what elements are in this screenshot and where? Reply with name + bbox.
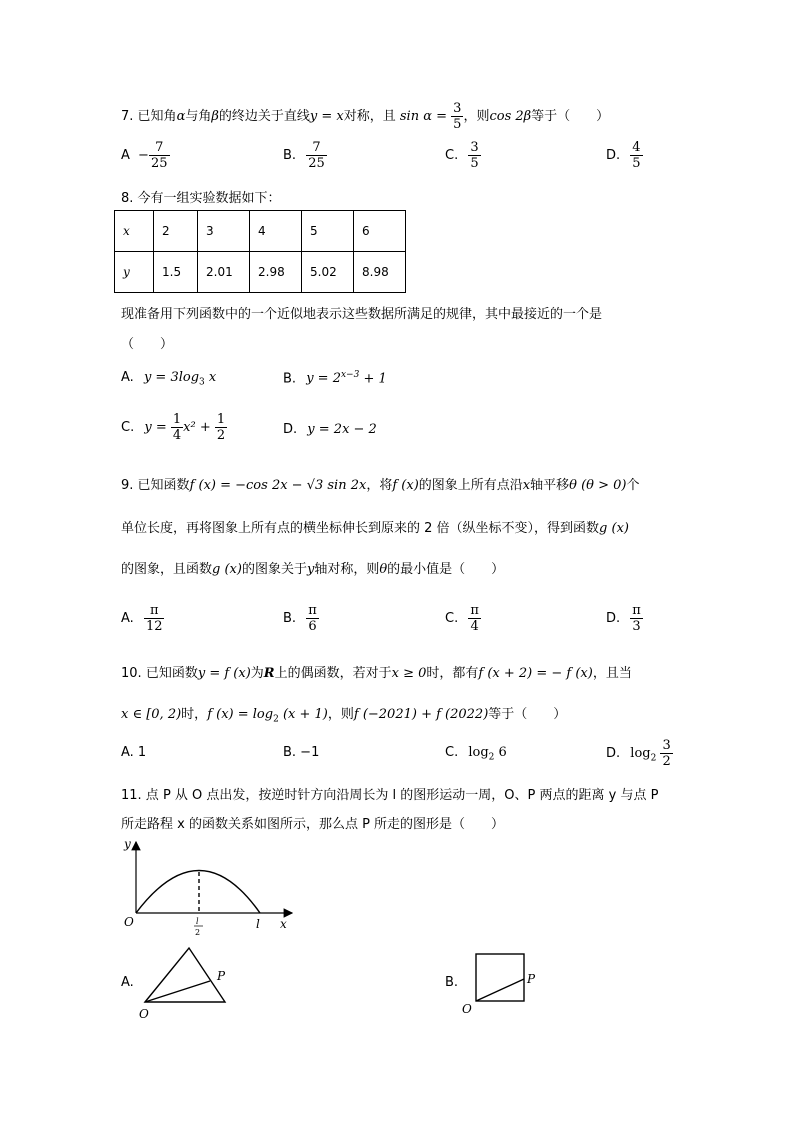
triangle-shape [145,948,225,1002]
q7-option-a[interactable]: A − $\frac{7}{25}$ [121,140,168,171]
q8-text: 现准备用下列函数中的一个近似地表示这些数据所满足的规律，其中最接近的一个是 [121,307,603,322]
q11-line2: 所走路程 x 的函数关系如图所示，那么点 P 所走的图形是（ ） [121,817,505,832]
q8-option-b[interactable]: B. $y = 2^{x-3} + 1$ [283,370,387,387]
table-cell: 2 [154,211,198,252]
q8-option-d[interactable]: D. y = 2x − 2 [283,422,377,437]
q11-option-a-label[interactable]: A. [121,975,134,990]
half-label-num: l [196,917,199,926]
q9-option-c[interactable]: C. $\frac{\pi}{4}$ [445,603,479,634]
table-row [115,252,406,293]
table-cell: 2.01 [198,252,250,293]
x-axis-label: x [280,917,287,931]
table-cell: 6 [354,211,406,252]
q7-option-d[interactable]: D. $\frac{4}{5}$ [606,140,641,171]
table-cell: 5 [302,211,354,252]
q11-option-b-label[interactable]: B. [445,975,459,990]
q9-option-d[interactable]: D. $\frac{\pi}{3}$ [606,603,641,634]
q11-option-a-triangle[interactable] [135,940,235,1020]
table-row [115,211,406,252]
point-o-label: O [139,1007,149,1020]
point-p-label: P [527,972,536,986]
op-segment [476,979,524,1001]
l-tick-label: l [256,917,260,931]
table-cell: 4 [250,211,302,252]
q9-line3: 的图象，且函数g (x)的图象关于y轴对称，则θ的最小值是（ ） [121,562,505,577]
table-cell: 1.5 [154,252,198,293]
distance-curve [136,871,260,914]
q9-line1: 9. 已知函数f (x) = −cos 2x − √3 sin 2x，将f (x)的图象上所有点沿x轴平移θ (θ > 0)个 [121,478,640,493]
q10-line1: 10. 已知函数y = f (x)为R上的偶函数，若对于x ≥ 0时，都有f (x + 2) = − f (x)，且当 [121,666,632,681]
op-segment [145,981,210,1002]
table-cell: 3 [198,211,250,252]
q10-option-c[interactable]: C. $\log_2 6$ [445,745,507,763]
q10-option-d[interactable]: D. $\log_2$ $\frac{3}{2}$ [606,738,671,769]
q10-option-b[interactable]: B. −1 [283,745,320,760]
q8-option-a[interactable]: A. $y = 3\log_3$ x [121,370,217,388]
q7-stem: 7. 已知角α与角β的终边关于直线y = x对称，且 sin α = $\frac{3}{5}$ ，则cos 2β等于（ ） [121,101,610,132]
table-cell: 2.98 [250,252,302,293]
q9-line2: 单位长度，再将图象上所有点的横坐标伸长到原来的 2 倍（纵坐标不变），得到函数g (x) [121,521,629,536]
q8-paren: （ ） [121,337,174,352]
square-shape [476,954,524,1001]
q8-data-table [114,210,406,293]
q9-option-a[interactable]: A. $\frac{\pi}{12}$ [121,603,163,634]
half-label-den: 2 [195,928,201,937]
table-cell: y [115,252,154,293]
table-cell: 8.98 [354,252,406,293]
q7-option-c[interactable]: C. $\frac{3}{5}$ [445,140,479,171]
q8-title: 8. 今有一组实验数据如下： [121,191,281,206]
table-cell: x [115,211,154,252]
origin-label: O [124,915,134,929]
q7-option-b[interactable]: B. $\frac{7}{25}$ [283,140,325,171]
point-o-label: O [462,1002,472,1016]
table-cell: 5.02 [302,252,354,293]
q11-line1: 11. 点 P 从 O 点出发，按逆时针方向沿周长为 l 的图形运动一周，O、P 两点的距离 y 与点 P [121,788,659,803]
q10-line2: x ∈ [0, 2)时，f $(x) = \log_2 (x + 1)$，则f (−2021) + f (2022)等于（ ） [121,707,567,725]
y-axis-label: y [124,838,131,851]
point-p-label: P [217,969,226,983]
q11-function-graph [110,838,300,948]
q9-option-b[interactable]: B. $\frac{\pi}{6}$ [283,603,317,634]
q8-option-c[interactable]: C. y = $\frac{1}{4}$ x² + $\frac{1}{2}$ [121,412,226,443]
q10-option-a[interactable]: A. 1 [121,745,147,760]
q7-fraction: $\frac{3}{5}$ [453,101,462,132]
q11-option-b-square[interactable] [458,945,548,1025]
